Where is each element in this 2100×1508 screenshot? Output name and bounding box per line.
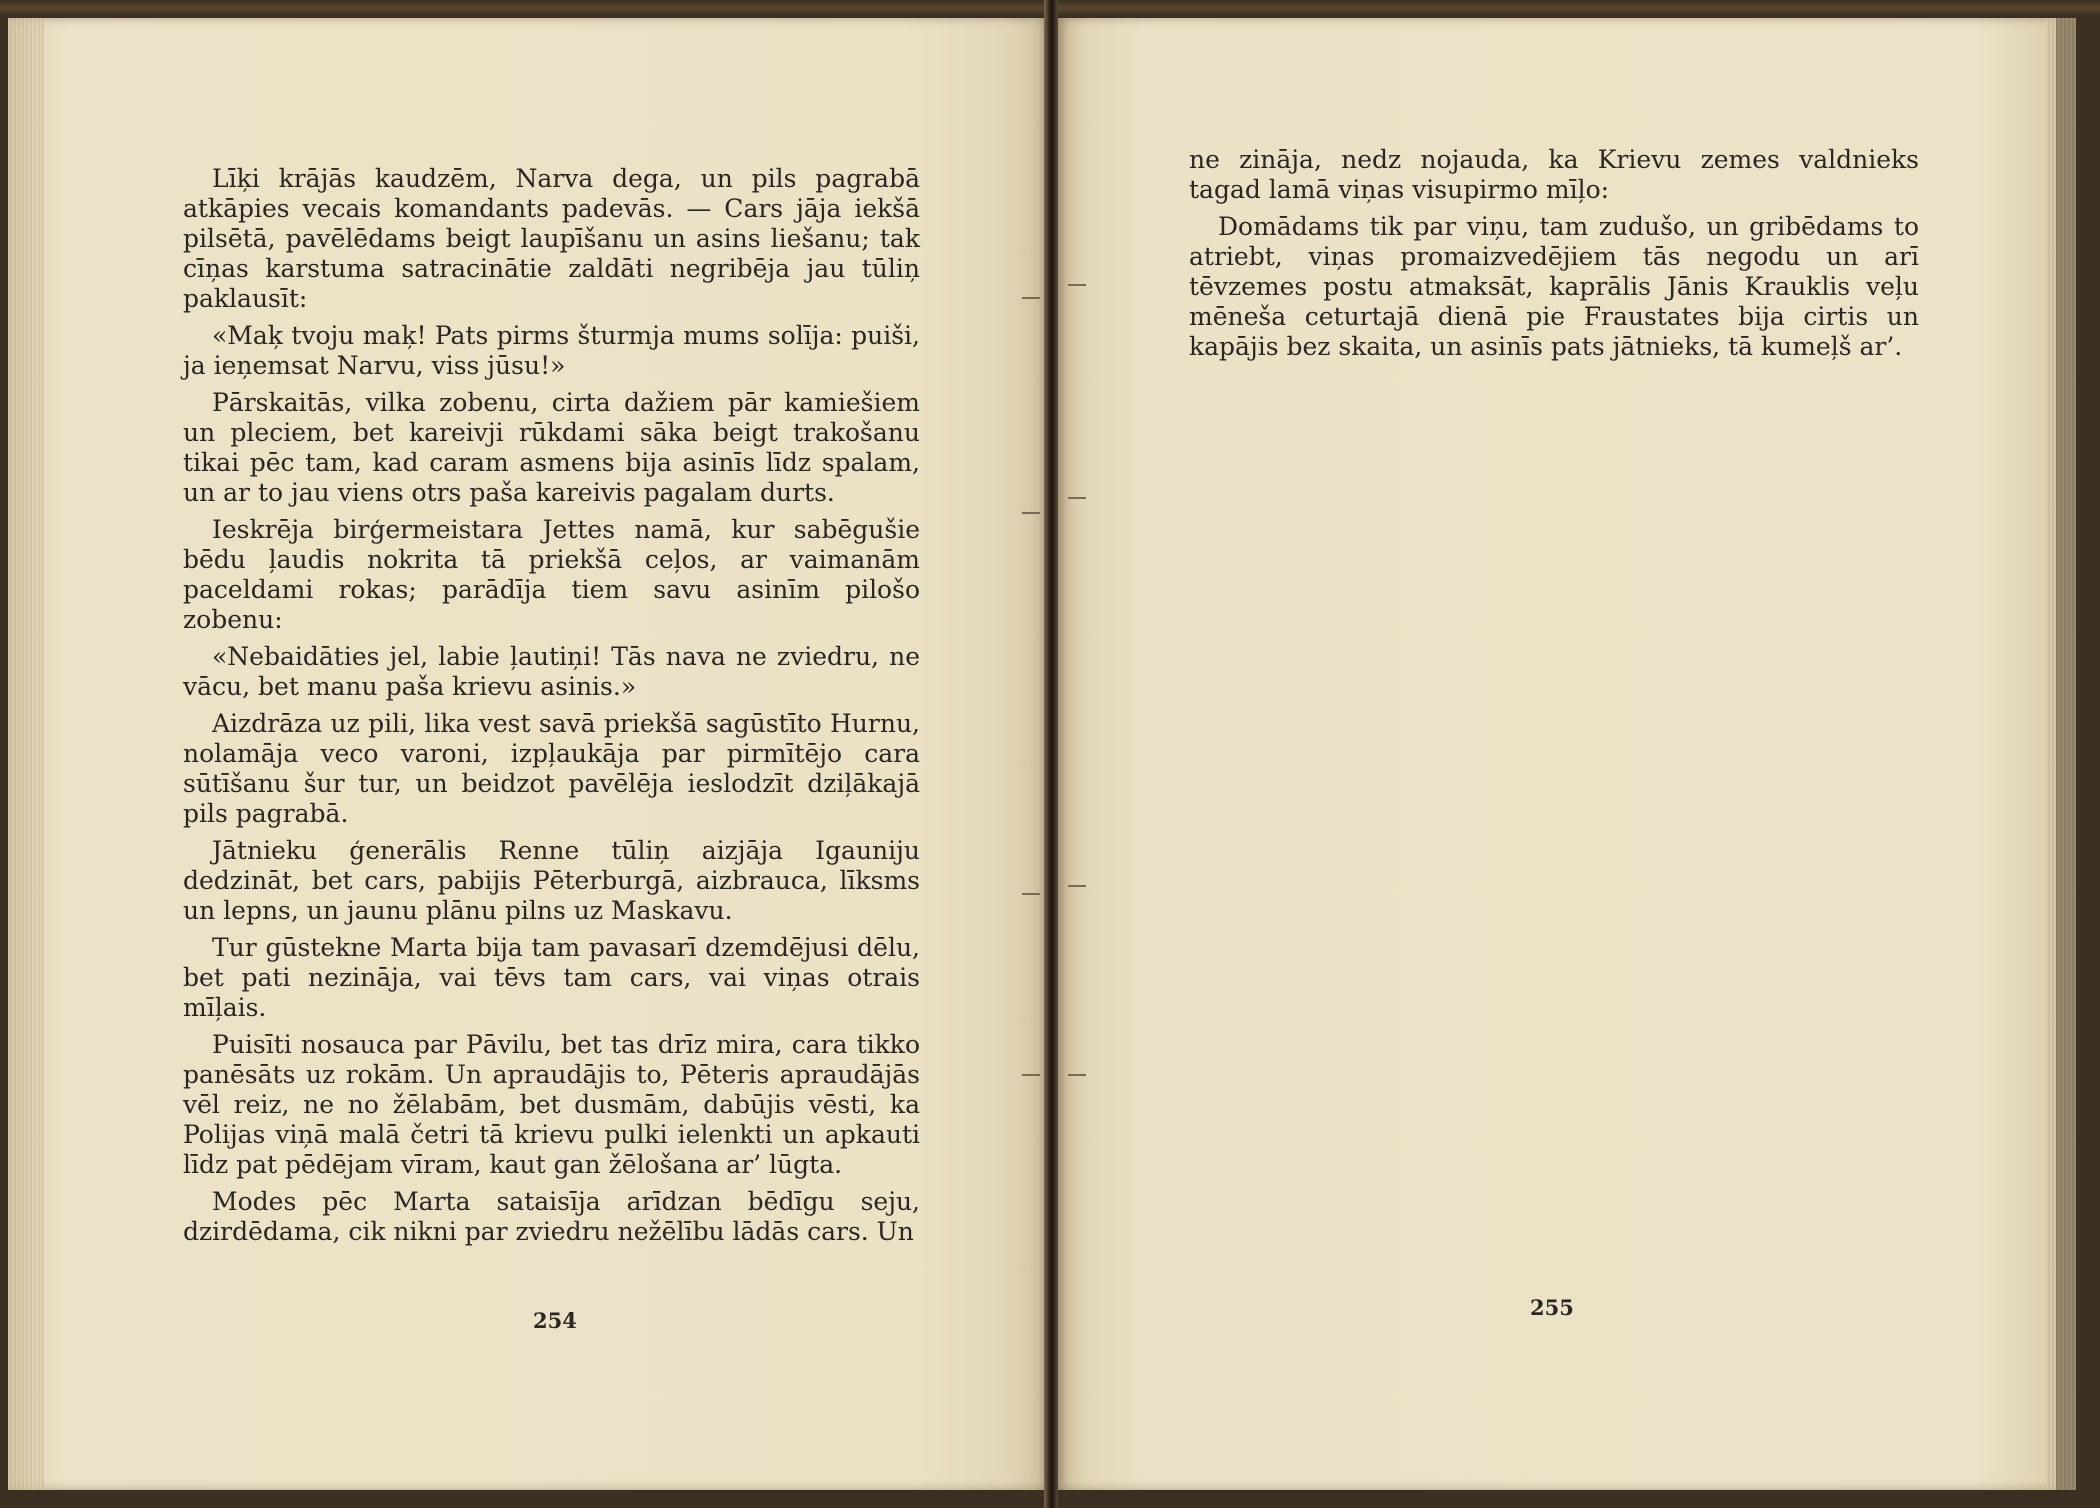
left-page-text xyxy=(183,164,920,1254)
paragraph: Tur gūstekne Marta bija tam pavasarī dzemdējusi dēlu, bet pati nezināja, vai tēvs tam cars, vai viņas otrais mīļais. xyxy=(183,933,920,1022)
binding-stitch xyxy=(1022,1074,1040,1076)
binding-stitch xyxy=(1022,512,1040,514)
paragraph: Aizdrāza uz pili, lika vest savā priekšā sagūstīto Hurnu, nolamāja veco varoni, izpļaukāja par pirmītējo cara sūtīšanu šur tur, un beidzot pavēlēja ieslodzīt dziļākajā pils pagrabā. xyxy=(183,709,920,828)
book-gutter xyxy=(1044,0,1058,1508)
binding-stitch xyxy=(1068,885,1086,887)
paragraph: Domādams tik par viņu, tam zudušo, un gribēdams to atriebt, viņas promaizvedējiem tās negodu un arī tēvzemes postu atmaksāt, kaprālis Jānis Krauklis veļu mēneša ceturtajā dienā pie Fraustates bija cirtis un kapājis bez skaita, un asinīs pats jātnieks, tā kumeļš ar’. xyxy=(1189,212,1919,361)
paragraph: Pārskaitās, vilka zobenu, cirta dažiem pār kamiešiem un pleciem, bet kareivji rūkdami sāka beigt trakošanu tikai pēc tam, kad caram asmens bija asinīs līdz spalam, un ar to jau viens otrs paša kareivis pagalam durts. xyxy=(183,388,920,507)
binding-stitch xyxy=(1022,893,1040,895)
page-number: 255 xyxy=(1530,1295,1574,1320)
paragraph: «Maķ tvoju maķ! Pats pirms šturmja mums solīja: puiši, ja ieņemsat Narvu, viss jūsu!» xyxy=(183,321,920,380)
paragraph: Līķi krājās kaudzēm, Narva dega, un pils pagrabā atkāpies vecais komandants padevās. — Cars jāja iekšā pilsētā, pavēlēdams beigt laupīšanu un asins liešanu; tak cīņas karstuma satracinātie zaldāti negribēja jau tūliņ paklausīt: xyxy=(183,164,920,313)
right-page-text xyxy=(1189,145,1919,369)
binding-stitch xyxy=(1068,497,1086,499)
page-edges-right xyxy=(2046,18,2076,1490)
paragraph: Puisīti nosauca par Pāvilu, bet tas drīz mira, cara tikko panēsāts uz rokām. Un apraudājis to, Pēteris apraudājās vēl reiz, ne no žēlabām, bet dusmām, dabūjis vēsti, ka Polijas viņā malā četri tā krievu pulki ielenkti un apkauti līdz pat pēdējam vīram, kaut gan žēlošana ar’ lūgta. xyxy=(183,1030,920,1179)
paragraph: Modes pēc Marta sataisīja arīdzan bēdīgu seju, dzirdēdama, cik nikni par zviedru nežēlību lādās cars. Un xyxy=(183,1187,920,1246)
left-page xyxy=(8,18,1050,1490)
page-number: 254 xyxy=(533,1308,577,1333)
binding-stitch xyxy=(1068,284,1086,286)
paragraph: Ieskrēja birģermeistara Jettes namā, kur sabēgušie bēdu ļaudis nokrita tā priekšā ceļos, ar vaimanām paceldami rokas; parādīja tiem savu asinīm pilošo zobenu: xyxy=(183,515,920,634)
binding-stitch xyxy=(1022,297,1040,299)
paragraph: ne zināja, nedz nojauda, ka Krievu zemes valdnieks tagad lamā viņas visupirmo mīļo: xyxy=(1189,145,1919,204)
right-page xyxy=(1056,18,2056,1490)
paragraph: Jātnieku ģenerālis Renne tūliņ aizjāja Igauniju dedzināt, bet cars, pabijis Pēterburgā, aizbrauca, līksms un lepns, un jaunu plānu pilns uz Maskavu. xyxy=(183,836,920,925)
page-edges-left xyxy=(8,18,44,1490)
binding-stitch xyxy=(1068,1074,1086,1076)
paragraph: «Nebaidāties jel, labie ļautiņi! Tās nava ne zviedru, ne vācu, bet manu paša krievu asinis.» xyxy=(183,642,920,701)
